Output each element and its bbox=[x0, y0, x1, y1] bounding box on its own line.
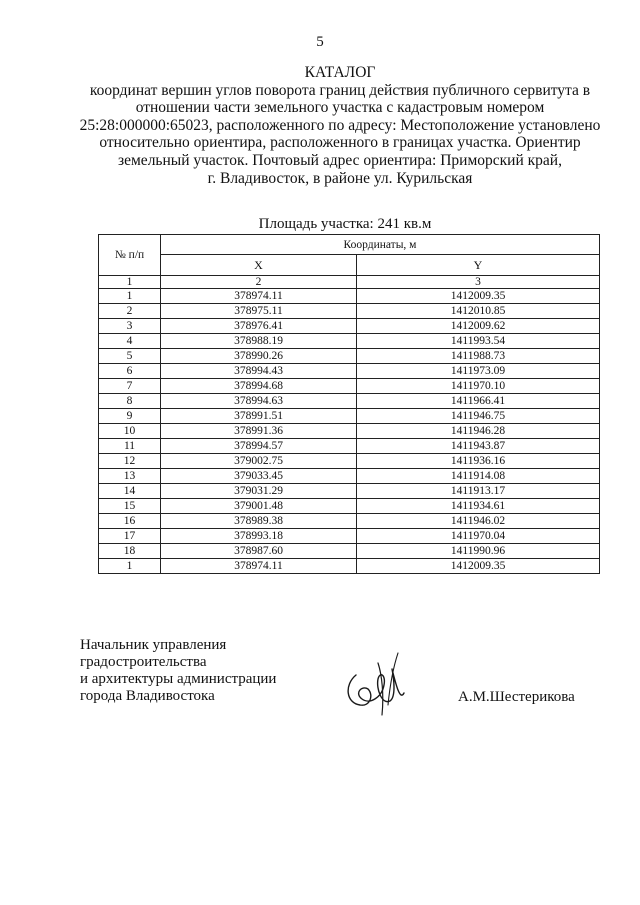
page-number: 5 bbox=[316, 34, 324, 50]
coord-y: 1411990.96 bbox=[357, 544, 600, 559]
coord-x: 378990.26 bbox=[161, 349, 357, 364]
row-number: 1 bbox=[99, 559, 161, 574]
coord-x: 379002.75 bbox=[161, 454, 357, 469]
coord-x: 379033.45 bbox=[161, 469, 357, 484]
handwritten-signature bbox=[334, 645, 414, 725]
area-label: Площадь участка: 241 кв.м bbox=[258, 216, 432, 232]
coord-x: 378994.57 bbox=[161, 439, 357, 454]
table-row bbox=[99, 394, 600, 409]
table-row bbox=[99, 319, 600, 334]
catalog-heading bbox=[70, 64, 610, 187]
heading-line: земельный участок. Почтовый адрес ориентира: Приморский край, bbox=[118, 151, 562, 169]
coord-x: 378988.19 bbox=[161, 334, 357, 349]
coord-x: 378989.38 bbox=[161, 514, 357, 529]
heading-line: 25:28:000000:65023, расположенного по адресу: Местоположение установлено bbox=[79, 116, 601, 134]
coord-x: 378994.43 bbox=[161, 364, 357, 379]
table-row bbox=[99, 439, 600, 454]
row-number: 1 bbox=[99, 289, 161, 304]
table-row bbox=[99, 334, 600, 349]
coord-y: 1412010.85 bbox=[357, 304, 600, 319]
table-row bbox=[99, 529, 600, 544]
column-number: 1 bbox=[99, 276, 161, 289]
coord-y: 1412009.62 bbox=[357, 319, 600, 334]
column-number: 2 bbox=[161, 276, 357, 289]
row-number: 16 bbox=[99, 514, 161, 529]
row-number: 7 bbox=[99, 379, 161, 394]
coord-y: 1412009.35 bbox=[357, 289, 600, 304]
position-line: и архитектуры администрации bbox=[80, 671, 277, 687]
coord-y: 1411946.75 bbox=[357, 409, 600, 424]
coord-x: 378991.36 bbox=[161, 424, 357, 439]
table-row bbox=[99, 514, 600, 529]
coord-y: 1411970.04 bbox=[357, 529, 600, 544]
col-number-header: № п/п bbox=[99, 235, 161, 276]
table-row bbox=[99, 454, 600, 469]
table-row bbox=[99, 409, 600, 424]
coord-x: 378987.60 bbox=[161, 544, 357, 559]
coord-x: 379031.29 bbox=[161, 484, 357, 499]
coord-y: 1411973.09 bbox=[357, 364, 600, 379]
table-row bbox=[99, 484, 600, 499]
catalog-title: КАТАЛОГ bbox=[304, 64, 376, 81]
position-line: Начальник управления bbox=[80, 637, 227, 653]
row-number: 11 bbox=[99, 439, 161, 454]
table-row bbox=[99, 379, 600, 394]
coord-x: 378975.11 bbox=[161, 304, 357, 319]
coord-x: 378976.41 bbox=[161, 319, 357, 334]
coord-y: 1411946.02 bbox=[357, 514, 600, 529]
table-row bbox=[99, 499, 600, 514]
coord-x: 378974.11 bbox=[161, 289, 357, 304]
coord-y: 1411913.17 bbox=[357, 484, 600, 499]
row-number: 3 bbox=[99, 319, 161, 334]
coord-x: 379001.48 bbox=[161, 499, 357, 514]
table-row bbox=[99, 559, 600, 574]
row-number: 15 bbox=[99, 499, 161, 514]
row-number: 4 bbox=[99, 334, 161, 349]
coord-y: 1411970.10 bbox=[357, 379, 600, 394]
table-row bbox=[99, 349, 600, 364]
coordinates-table bbox=[98, 234, 600, 574]
table-row bbox=[99, 469, 600, 484]
table-row bbox=[99, 304, 600, 319]
heading-line: отношении части земельного участка с кадастровым номером bbox=[135, 99, 545, 117]
row-number: 8 bbox=[99, 394, 161, 409]
heading-line: координат вершин углов поворота границ действия публичного сервитута в bbox=[89, 81, 591, 99]
row-number: 9 bbox=[99, 409, 161, 424]
coord-y: 1411914.08 bbox=[357, 469, 600, 484]
coord-x: 378994.68 bbox=[161, 379, 357, 394]
row-number: 13 bbox=[99, 469, 161, 484]
coord-y: 1411934.61 bbox=[357, 499, 600, 514]
coord-x: 378974.11 bbox=[161, 559, 357, 574]
table-row bbox=[99, 289, 600, 304]
row-number: 12 bbox=[99, 454, 161, 469]
col-coordinates-header: Координаты, м bbox=[161, 235, 600, 255]
col-x-header: X bbox=[161, 255, 357, 276]
table-row bbox=[99, 424, 600, 439]
column-number: 3 bbox=[357, 276, 600, 289]
heading-line: относительно ориентира, расположенного в границах участка. Ориентир bbox=[99, 134, 581, 152]
row-number: 18 bbox=[99, 544, 161, 559]
column-numbering-row bbox=[99, 276, 600, 289]
coord-x: 378993.18 bbox=[161, 529, 357, 544]
row-number: 5 bbox=[99, 349, 161, 364]
row-number: 17 bbox=[99, 529, 161, 544]
coord-y: 1411988.73 bbox=[357, 349, 600, 364]
heading-line: г. Владивосток, в районе ул. Курильская bbox=[207, 169, 473, 187]
row-number: 2 bbox=[99, 304, 161, 319]
row-number: 6 bbox=[99, 364, 161, 379]
coord-x: 378994.63 bbox=[161, 394, 357, 409]
row-number: 14 bbox=[99, 484, 161, 499]
row-number: 10 bbox=[99, 424, 161, 439]
position-line: города Владивостока bbox=[80, 688, 215, 704]
coord-y: 1412009.35 bbox=[357, 559, 600, 574]
table-row bbox=[99, 544, 600, 559]
coord-y: 1411993.54 bbox=[357, 334, 600, 349]
coord-y: 1411966.41 bbox=[357, 394, 600, 409]
signature-position bbox=[80, 637, 276, 705]
coord-x: 378991.51 bbox=[161, 409, 357, 424]
position-line: градостроительства bbox=[80, 654, 207, 670]
coord-y: 1411946.28 bbox=[357, 424, 600, 439]
coord-y: 1411936.16 bbox=[357, 454, 600, 469]
signer-name: А.М.Шестерикова bbox=[458, 689, 575, 705]
table-row bbox=[99, 364, 600, 379]
col-y-header: Y bbox=[357, 255, 600, 276]
coord-y: 1411943.87 bbox=[357, 439, 600, 454]
